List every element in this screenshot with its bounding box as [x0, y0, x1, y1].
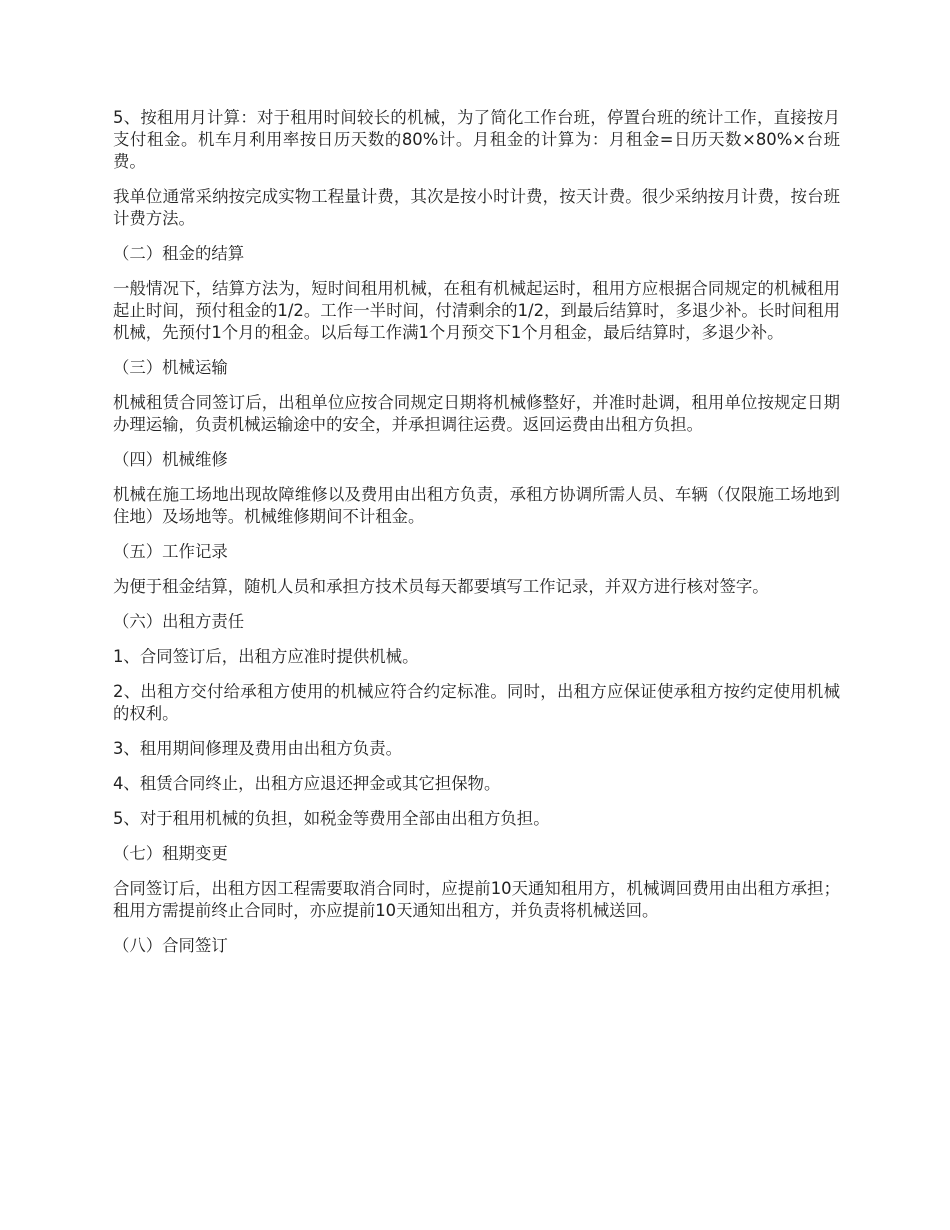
heading-lessor-responsibility: （六）出租方责任 [113, 612, 245, 631]
list-item-responsibility-1: 1、合同签订后，出租方应准时提供机械。 [113, 647, 419, 666]
heading-rent-settlement: （二）租金的结算 [113, 244, 245, 263]
list-item-responsibility-5: 5、对于租用机械的负担，如税金等费用全部由出租方负担。 [113, 809, 550, 828]
paragraph-monthly-billing: 5、按租用月计算：对于租用时间较长的机械，为了简化工作台班，停置台班的统计工作，直接按月支付租金。机车月利用率按日历天数的80%计。月租金的计算为：月租金=日历天数×80%×台班费。 [113, 108, 840, 171]
paragraph-rent-settlement: 一般情况下，结算方法为，短时间租用机械，在租有机械起运时，租用方应根据合同规定的机械租用起止时间，预付租金的1/2。工作一半时间，付清剩余的1/2，到最后结算时，多退少补。长时间租用机械，先预付1个月的租金。以后每工作满1个月预交下1个月租金，最后结算时，多退少补。 [113, 279, 840, 342]
heading-lease-term-change: （七）租期变更 [113, 844, 228, 863]
heading-machine-transport: （三）机械运输 [113, 358, 228, 377]
heading-contract-signing: （八）合同签订 [113, 936, 228, 955]
paragraph-work-records: 为便于租金结算，随机人员和承担方技术员每天都要填写工作记录，并双方进行核对签字。 [113, 577, 769, 596]
list-item-responsibility-2: 2、出租方交付给承租方使用的机械应符合约定标准。同时，出租方应保证使承租方按约定使用机械的权利。 [113, 682, 840, 723]
document-page [113, 107, 840, 970]
paragraph-billing-preference: 我单位通常采纳按完成实物工程量计费，其次是按小时计费，按天计费。很少采纳按月计费，按台班计费方法。 [113, 187, 840, 228]
list-item-responsibility-4: 4、租赁合同终止，出租方应退还押金或其它担保物。 [113, 774, 501, 793]
list-item-responsibility-3: 3、租用期间修理及费用由出租方负责。 [113, 739, 403, 758]
paragraph-machine-transport: 机械租赁合同签订后，出租单位应按合同规定日期将机械修整好，并准时赴调，租用单位按规定日期办理运输，负责机械运输途中的安全，并承担调往运费。返回运费由出租方负担。 [113, 393, 840, 434]
paragraph-lease-term-change: 合同签订后，出租方因工程需要取消合同时，应提前10天通知租用方，机械调回费用由出租方承担；租用方需提前终止合同时，亦应提前10天通知出租方，并负责将机械送回。 [113, 879, 840, 920]
paragraph-machine-maintenance: 机械在施工场地出现故障维修以及费用由出租方负责，承租方协调所需人员、车辆（仅限施工场地到住地）及场地等。机械维修期间不计租金。 [113, 485, 840, 526]
heading-machine-maintenance: （四）机械维修 [113, 450, 228, 469]
heading-work-records: （五）工作记录 [113, 542, 228, 561]
